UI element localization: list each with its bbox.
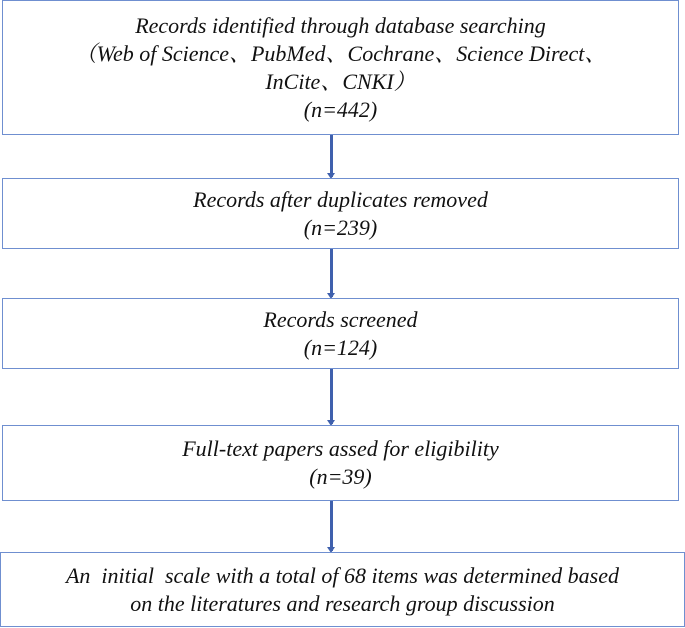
box-duplicates-removed (2, 178, 679, 249)
box-text: InCite、CNKI） (265, 68, 416, 94)
box-text: Records after duplicates removed (193, 186, 488, 212)
arrow-down-icon (330, 369, 333, 424)
box-text: Records screened (263, 306, 418, 332)
box-count: (n=239) (303, 214, 378, 240)
box-text: （Web of Science、PubMed、Cochrane、Science Direct、 (74, 40, 607, 66)
box-text: on the literatures and research group discussion (130, 590, 555, 616)
box-full-text-eligibility (2, 425, 679, 501)
arrow-down-icon (330, 135, 333, 177)
arrow-down-icon (330, 249, 333, 297)
box-count: (n=124) (303, 334, 378, 360)
box-text: Full-text papers assed for eligibility (182, 436, 499, 461)
box-records-identified (2, 0, 679, 135)
box-text: Records identified through database searching (135, 12, 546, 38)
box-initial-scale (0, 552, 685, 627)
box-count: (n=39) (309, 464, 372, 489)
arrow-down-icon (330, 501, 333, 551)
box-records-screened (2, 298, 679, 369)
box-count: (n=442) (303, 96, 378, 122)
box-text: An initial scale with a total of 68 items was determined based (65, 562, 620, 588)
